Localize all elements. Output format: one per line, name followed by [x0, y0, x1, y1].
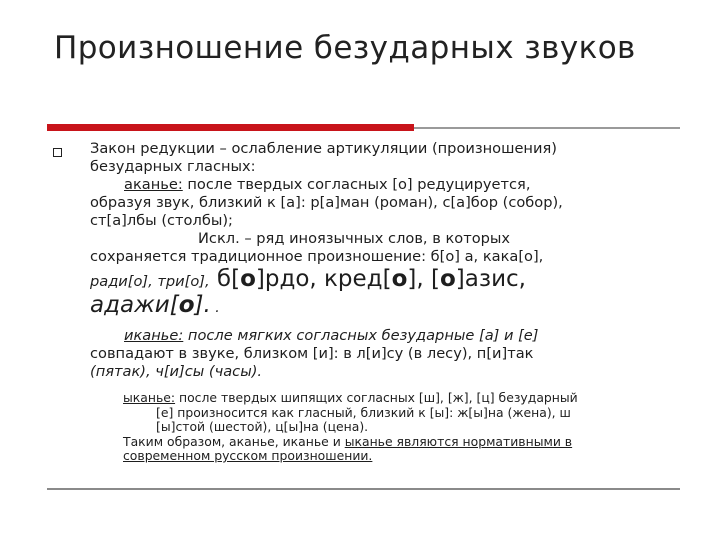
- square-bullet-icon: [53, 148, 62, 157]
- exception-line-2: сохраняется традиционное произношение: б[о] а, кака[о],: [90, 248, 544, 265]
- bottom-divider-line: [47, 488, 680, 490]
- exception-small-words: ради[о], три[о],: [90, 273, 210, 290]
- reduction-law-line-1: Закон редукции – ослабление артикуляции (произношения): [90, 140, 557, 157]
- ykanye-block: [90, 391, 690, 464]
- slide-title: Произношение безударных звуков: [54, 30, 636, 66]
- ikanye-line-1: [90, 327, 690, 345]
- ykanye-line-1: [90, 391, 690, 406]
- exception-big-words: б[о]рдо, кред[о], [о]азис,: [209, 266, 526, 292]
- ykanye-term: ыканье:: [123, 390, 176, 405]
- exception-line-1: Искл. – ряд иноязычных слов, в которых: [198, 230, 511, 247]
- bullet-content: [90, 140, 690, 464]
- akanye-term: аканье:: [124, 176, 183, 193]
- ikanye-line-3: (пятак), ч[и]сы (часы).: [90, 363, 263, 380]
- ikanye-definition: после мягких согласных безударные [а] и [е]: [183, 327, 539, 344]
- akanye-line-3: ст[а]лбы (столбы);: [90, 212, 233, 229]
- exception-line-4: адажи[о]. .: [90, 292, 220, 318]
- ikanye-term: иканье:: [124, 327, 184, 344]
- summary-line-2: современном русском произношении.: [123, 448, 373, 463]
- ykanye-line-2: [е] произносится как гласный, близкий к [ы]: ж[ы]на (жена), ш: [156, 404, 571, 420]
- exception-line-3: [90, 266, 690, 292]
- summary-line-1: Таким образом, аканье, иканье и ыканье являются нормативными в: [123, 433, 573, 449]
- title-underline-gray-line: [414, 127, 680, 129]
- akanye-line-1: [90, 176, 690, 194]
- akanye-definition: после твердых согласных [о] редуцируется,: [182, 176, 531, 193]
- ikanye-line-2: совпадают в звуке, близком [и]: в л[и]су (в лесу), п[и]так: [90, 345, 534, 362]
- reduction-law-line-2: безударных гласных:: [90, 158, 256, 175]
- ykanye-definition: после твердых шипящих согласных [ш], [ж], [ц] безударный: [175, 390, 578, 405]
- title-underline-red-bar: [47, 124, 414, 131]
- akanye-line-2: образуя звук, близкий к [а]: р[а]ман (роман), с[а]бор (собор),: [90, 194, 563, 211]
- ykanye-line-3: [ы]стой (шестой), ц[ы]на (цена).: [156, 419, 369, 434]
